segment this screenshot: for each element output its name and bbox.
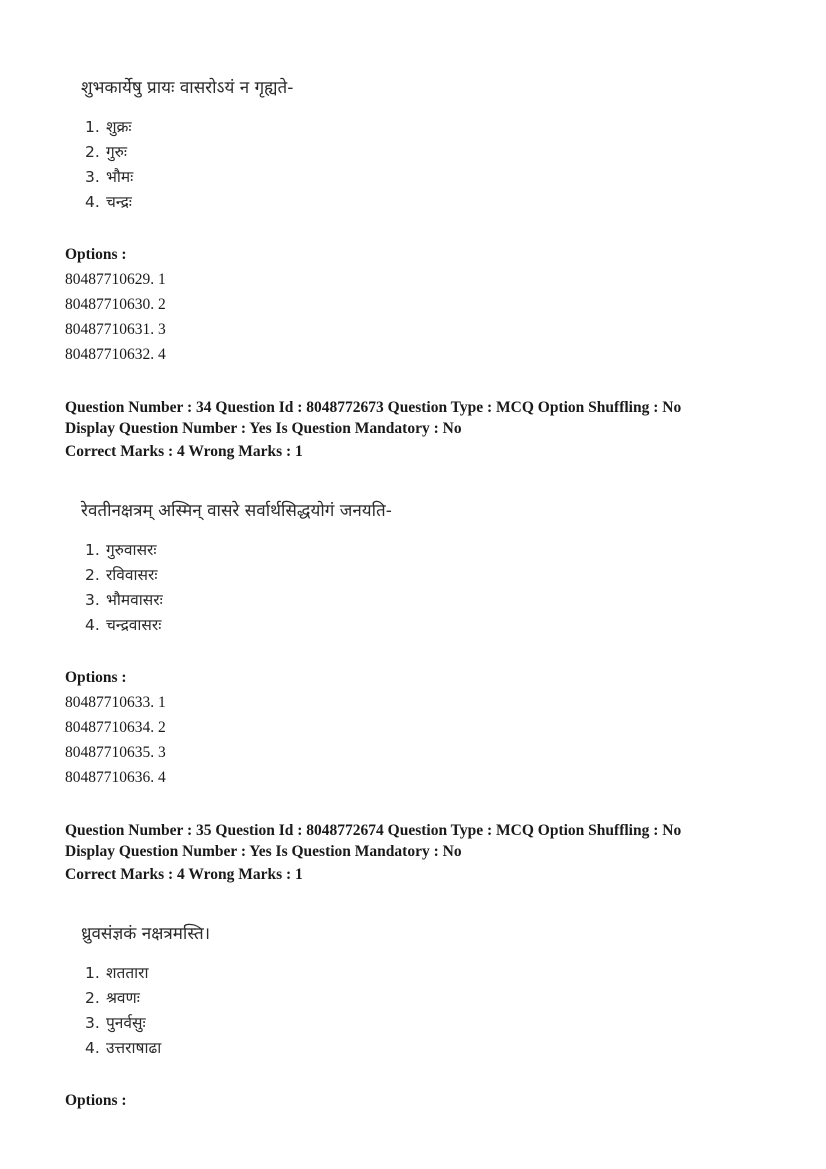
choice-item bbox=[85, 563, 163, 588]
option-item bbox=[65, 317, 166, 342]
option-item bbox=[65, 765, 166, 790]
question-meta-line: Correct Marks : 4 Wrong Marks : 1 bbox=[65, 866, 303, 883]
option-id: 80487710636. bbox=[65, 769, 155, 786]
option-value: 2 bbox=[158, 719, 166, 736]
choice-text: गुरुः bbox=[105, 143, 128, 161]
choice-text: भौमवासरः bbox=[105, 591, 163, 609]
choice-item bbox=[85, 961, 161, 986]
choice-list bbox=[85, 961, 161, 1061]
choice-item bbox=[85, 538, 163, 563]
choice-text: शततारा bbox=[105, 964, 149, 982]
choice-list bbox=[85, 115, 133, 215]
choice-text: रविवासरः bbox=[105, 566, 158, 584]
option-item bbox=[65, 740, 166, 765]
option-item bbox=[65, 292, 166, 317]
choice-item bbox=[85, 613, 163, 638]
option-value: 4 bbox=[158, 346, 166, 363]
choice-text: श्रवणः bbox=[105, 989, 140, 1007]
question-meta-line: Correct Marks : 4 Wrong Marks : 1 bbox=[65, 443, 303, 460]
choice-number: 4. bbox=[85, 1039, 100, 1057]
option-id: 80487710635. bbox=[65, 744, 155, 761]
option-item bbox=[65, 715, 166, 740]
choice-number: 3. bbox=[85, 1014, 100, 1032]
option-value: 3 bbox=[158, 321, 166, 338]
question-text: शुभकार्येषु प्रायः वासरोऽयं न गृह्यते- bbox=[81, 78, 294, 98]
choice-number: 3. bbox=[85, 591, 100, 609]
choice-text: चन्द्रवासरः bbox=[105, 616, 162, 634]
choice-text: पुनर्वसुः bbox=[105, 1014, 146, 1032]
option-id: 80487710630. bbox=[65, 296, 155, 313]
choice-number: 1. bbox=[85, 541, 100, 559]
choice-item bbox=[85, 165, 133, 190]
choice-item bbox=[85, 1011, 161, 1036]
question-text: ध्रुवसंज्ञकं नक्षत्रमस्ति। bbox=[81, 924, 211, 944]
choice-number: 1. bbox=[85, 118, 100, 136]
choice-text: शुक्रः bbox=[105, 118, 132, 136]
option-value: 1 bbox=[158, 271, 166, 288]
option-value: 3 bbox=[158, 744, 166, 761]
choice-text: उत्तराषाढा bbox=[105, 1039, 162, 1057]
question-meta bbox=[65, 820, 681, 885]
choice-item bbox=[85, 115, 133, 140]
choice-number: 1. bbox=[85, 964, 100, 982]
option-item bbox=[65, 342, 166, 367]
option-id: 80487710631. bbox=[65, 321, 155, 338]
choice-text: गुरुवासरः bbox=[105, 541, 157, 559]
option-item bbox=[65, 267, 166, 292]
choice-number: 2. bbox=[85, 989, 100, 1007]
question-meta-line: Question Number : 35 Question Id : 8048772674 Question Type : MCQ Option Shuffling : No bbox=[65, 822, 682, 839]
choice-number: 4. bbox=[85, 616, 100, 634]
question-text: रेवतीनक्षत्रम् अस्मिन् वासरे सर्वार्थसिद्धयोगं जनयति- bbox=[81, 501, 392, 521]
options-heading: Options : bbox=[65, 669, 127, 686]
option-id: 80487710632. bbox=[65, 346, 155, 363]
choice-text: भौमः bbox=[105, 168, 134, 186]
choice-item bbox=[85, 140, 133, 165]
option-list bbox=[65, 690, 166, 790]
option-item bbox=[65, 690, 166, 715]
choice-number: 3. bbox=[85, 168, 100, 186]
choice-number: 4. bbox=[85, 193, 100, 211]
choice-item bbox=[85, 588, 163, 613]
choice-number: 2. bbox=[85, 143, 100, 161]
question-meta-line: Question Number : 34 Question Id : 8048772673 Question Type : MCQ Option Shuffling : No bbox=[65, 399, 682, 416]
option-id: 80487710629. bbox=[65, 271, 155, 288]
question-meta-line: Display Question Number : Yes Is Question Mandatory : No bbox=[65, 420, 462, 437]
choice-text: चन्द्रः bbox=[105, 193, 132, 211]
options-heading: Options : bbox=[65, 1092, 127, 1109]
choice-list bbox=[85, 538, 163, 638]
option-id: 80487710634. bbox=[65, 719, 155, 736]
choice-item bbox=[85, 1036, 161, 1061]
option-list bbox=[65, 267, 166, 367]
question-meta bbox=[65, 397, 681, 462]
options-heading: Options : bbox=[65, 246, 127, 263]
option-value: 4 bbox=[158, 769, 166, 786]
option-value: 2 bbox=[158, 296, 166, 313]
option-value: 1 bbox=[158, 694, 166, 711]
choice-item bbox=[85, 986, 161, 1011]
choice-item bbox=[85, 190, 133, 215]
option-id: 80487710633. bbox=[65, 694, 155, 711]
question-meta-line: Display Question Number : Yes Is Question Mandatory : No bbox=[65, 843, 462, 860]
choice-number: 2. bbox=[85, 566, 100, 584]
